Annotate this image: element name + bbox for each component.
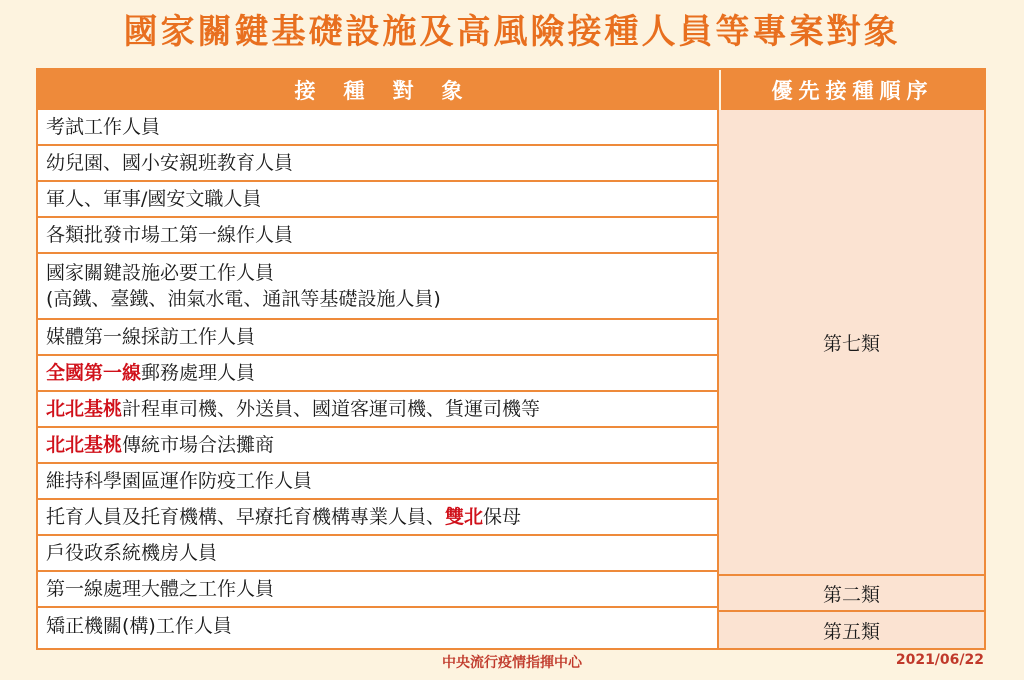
- row-text: 戶役政系統機房人員: [46, 542, 218, 564]
- footer-org: 中央流行疫情指揮中心: [442, 655, 582, 671]
- highlight-text: 北北基桃: [46, 434, 123, 456]
- table-row: [38, 500, 717, 536]
- header-priority: 優先接種順序: [719, 70, 984, 110]
- category-seven-cell: 第七類: [719, 110, 984, 576]
- row-text: 國家關鍵設施必要工作人員: [46, 262, 275, 284]
- target-column: [38, 110, 719, 648]
- row-text: 矯正機關(構)工作人員: [46, 615, 232, 637]
- row-text-detail: (高鐵、臺鐵、油氣水電、通訊等基礎設施人員): [46, 288, 441, 310]
- page-title: 國家關鍵基礎設施及高風險接種人員等專案對象: [123, 12, 901, 52]
- table-row: [38, 608, 717, 644]
- table-row: [38, 320, 717, 356]
- row-text: 傳統市場合法攤商: [122, 434, 275, 456]
- highlight-text: 全國第一線: [46, 362, 142, 384]
- category-two-cell: 第二類: [719, 576, 984, 612]
- row-text: 軍人、軍事/國安文職人員: [46, 188, 262, 210]
- table-row: [38, 254, 717, 320]
- highlight-text: 北北基桃: [46, 398, 123, 420]
- row-text: 托育人員及托育機構、早療托育機構專業人員、: [46, 506, 446, 528]
- row-text: 媒體第一線採訪工作人員: [46, 326, 256, 348]
- table-row: [38, 536, 717, 572]
- row-text-suffix: 保母: [483, 506, 522, 528]
- table-header: [38, 70, 984, 110]
- row-text: 幼兒園、國小安親班教育人員: [46, 152, 294, 174]
- row-text: 第一線處理大體之工作人員: [46, 578, 275, 600]
- table-row: [38, 392, 717, 428]
- row-text: 各類批發市場工第一線作人員: [46, 224, 294, 246]
- table-body: [38, 110, 984, 648]
- row-text: 郵務處理人員: [141, 362, 256, 384]
- table-row: [38, 218, 717, 254]
- priority-table: [36, 68, 986, 650]
- table-row: [38, 182, 717, 218]
- row-text: 計程車司機、外送員、國道客運司機、貨運司機等: [122, 398, 541, 420]
- table-row: [38, 428, 717, 464]
- footer-date: 2021/06/22: [895, 652, 984, 668]
- priority-column: [719, 110, 984, 648]
- table-row: [38, 146, 717, 182]
- table-row: [38, 464, 717, 500]
- row-text: 維持科學園區運作防疫工作人員: [46, 470, 313, 492]
- table-row: [38, 572, 717, 608]
- row-text: 考試工作人員: [46, 116, 161, 138]
- table-row: [38, 356, 717, 392]
- category-five-cell: 第五類: [719, 612, 984, 648]
- table-row: [38, 110, 717, 146]
- highlight-text: 雙北: [445, 506, 484, 528]
- header-target: 接種對象: [294, 79, 491, 103]
